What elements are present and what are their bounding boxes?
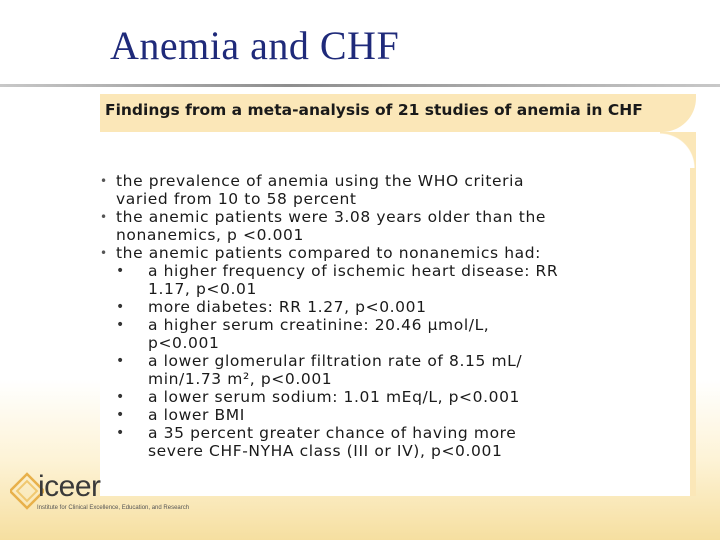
- bullet-mark: •: [100, 210, 108, 224]
- panel-right-border: [690, 132, 696, 496]
- finding-line: [100, 316, 680, 334]
- finding-line: [100, 370, 680, 388]
- logo-tagline: Institute for Clinical Excellence, Education, and Research: [37, 505, 190, 511]
- panel-header-text: Findings from a meta-analysis of 21 studies of anemia in CHF: [105, 101, 643, 119]
- finding-line: [100, 280, 680, 298]
- finding-text: the anemic patients were 3.08 years older than the: [116, 208, 547, 226]
- finding-text: min/1.73 m², p<0.001: [148, 370, 333, 388]
- finding-line: [100, 424, 680, 442]
- finding-text: a higher serum creatinine: 20.46 µmol/L,: [148, 316, 490, 334]
- sub-bullet-mark: •: [116, 353, 125, 369]
- finding-line: [100, 244, 680, 262]
- slide-title: Anemia and CHF: [110, 23, 400, 68]
- bullet-mark: •: [100, 246, 108, 260]
- iceer-logo: [10, 470, 210, 520]
- finding-line: [100, 226, 680, 244]
- panel-header: [100, 94, 696, 132]
- finding-text: a lower BMI: [148, 406, 245, 424]
- finding-line: [100, 298, 680, 316]
- finding-line: [100, 334, 680, 352]
- finding-text: a 35 percent greater chance of having more: [148, 424, 517, 442]
- title-divider: [0, 84, 720, 87]
- sub-bullet-mark: •: [116, 389, 125, 405]
- sub-bullet-mark: •: [116, 263, 125, 279]
- finding-text: 1.17, p<0.01: [148, 280, 257, 298]
- sub-bullet-mark: •: [116, 407, 125, 423]
- finding-line: [100, 388, 680, 406]
- finding-line: [100, 406, 680, 424]
- finding-text: the anemic patients compared to nonanemics had:: [116, 244, 542, 262]
- finding-line: [100, 172, 680, 190]
- finding-line: [100, 352, 680, 370]
- sub-bullet-mark: •: [116, 299, 125, 315]
- finding-text: a lower glomerular filtration rate of 8.15 mL/: [148, 352, 523, 370]
- logo-name: iceer: [38, 470, 101, 503]
- finding-line: [100, 208, 680, 226]
- finding-line: [100, 262, 680, 280]
- findings-list: [100, 172, 680, 460]
- finding-text: severe CHF-NYHA class (III or IV), p<0.001: [148, 442, 503, 460]
- finding-text: the prevalence of anemia using the WHO criteria: [116, 172, 525, 190]
- finding-line: [100, 190, 680, 208]
- sub-bullet-mark: •: [116, 317, 125, 333]
- finding-text: nonanemics, p <0.001: [116, 226, 304, 244]
- finding-text: more diabetes: RR 1.27, p<0.001: [148, 298, 427, 316]
- findings-panel: [100, 94, 696, 496]
- finding-text: a higher frequency of ischemic heart disease: RR: [148, 262, 559, 280]
- panel-corner: [660, 132, 696, 168]
- finding-line: [100, 442, 680, 460]
- finding-text: varied from 10 to 58 percent: [116, 190, 357, 208]
- bullet-mark: •: [100, 174, 108, 188]
- sub-bullet-mark: •: [116, 425, 125, 441]
- finding-text: a lower serum sodium: 1.01 mEq/L, p<0.001: [148, 388, 521, 406]
- finding-text: p<0.001: [148, 334, 220, 352]
